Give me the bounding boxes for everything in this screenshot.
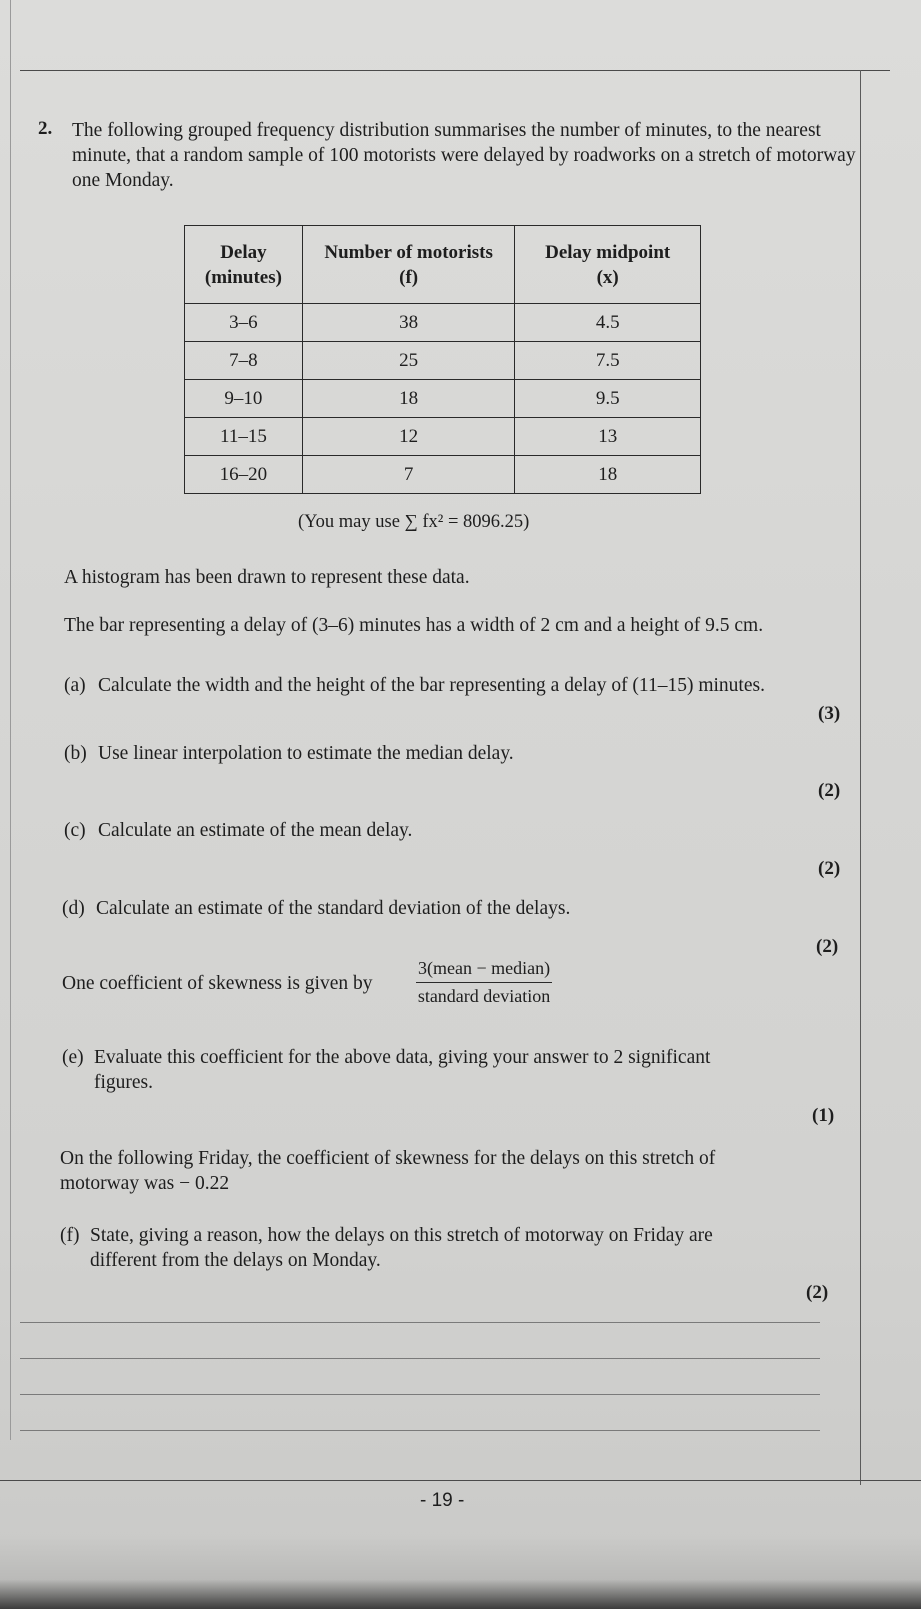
cell-delay: 16–20 [185,456,303,494]
part-e-marks: (1) [812,1105,835,1126]
cell-midpoint: 18 [515,456,701,494]
skewness-formula [416,958,552,1007]
cell-delay: 11–15 [185,418,303,456]
part-a-label: (a) [64,675,86,696]
part-c-label: (c) [64,820,86,841]
question-number: 2. [38,118,53,139]
part-d-text: Calculate an estimate of the standard deviation of the delays. [96,898,571,919]
page-frame-bottom [0,1480,921,1481]
cell-midpoint: 13 [515,418,701,456]
binding-shadow [0,1535,921,1609]
page-frame-top [20,70,890,71]
sum-hint: (You may use ∑ fx² = 8096.25) [298,512,530,532]
part-f-text-2: different from the delays on Monday. [90,1250,381,1271]
table-row [185,304,701,342]
formula-numerator: 3(mean − median) [416,958,552,983]
cell-delay: 3–6 [185,304,303,342]
table-row [185,380,701,418]
cell-midpoint: 9.5 [515,380,701,418]
histogram-statement: A histogram has been drawn to represent these data. [64,567,470,588]
answer-line [20,1430,820,1431]
friday-line-2: motorway was − 0.22 [60,1173,230,1194]
part-e-label: (e) [62,1047,84,1068]
part-f-marks: (2) [806,1282,829,1303]
part-d-label: (d) [62,898,85,919]
friday-line-1: On the following Friday, the coefficient of skewness for the delays on this stretch of [60,1148,716,1169]
part-f-text-1: State, giving a reason, how the delays on this stretch of motorway on Friday are [90,1225,713,1246]
page-number: - 19 - [420,1490,465,1511]
header-delay: Delay (minutes) [185,226,303,304]
question-intro: The following grouped frequency distribution summarises the number of minutes, to the nearest minute, that a random sample of 100 motorists were delayed by roadworks on a stretch of motorway one Monday. [72,120,856,191]
cell-frequency: 38 [302,304,515,342]
cell-frequency: 18 [302,380,515,418]
part-a-marks: (3) [818,703,841,724]
cell-frequency: 12 [302,418,515,456]
part-d-marks: (2) [816,936,839,957]
header-midpoint: Delay midpoint (x) [515,226,701,304]
cell-midpoint: 4.5 [515,304,701,342]
answer-line [20,1394,820,1395]
part-c-marks: (2) [818,858,841,879]
frequency-table [184,225,701,494]
part-f-label: (f) [60,1225,80,1246]
table-row [185,456,701,494]
cell-frequency: 25 [302,342,515,380]
answer-line [20,1322,820,1323]
table-row [185,342,701,380]
cell-delay: 7–8 [185,342,303,380]
part-b-label: (b) [64,743,87,764]
page-frame-right [860,70,861,1485]
part-b-text: Use linear interpolation to estimate the median delay. [98,743,514,764]
part-e-text-1: Evaluate this coefficient for the above data, giving your answer to 2 significant [94,1047,711,1068]
table-row [185,418,701,456]
cell-delay: 9–10 [185,380,303,418]
header-frequency: Number of motorists (f) [302,226,515,304]
table-header-row [185,226,701,304]
answer-line [20,1358,820,1359]
cell-midpoint: 7.5 [515,342,701,380]
part-e-text-2: figures. [94,1072,154,1093]
formula-denominator: standard deviation [417,986,551,1006]
skewness-lead: One coefficient of skewness is given by [62,973,373,994]
bar-statement: The bar representing a delay of (3–6) minutes has a width of 2 cm and a height of 9.5 cm. [64,615,764,636]
part-b-marks: (2) [818,780,841,801]
cell-frequency: 7 [302,456,515,494]
part-a-text: Calculate the width and the height of the bar representing a delay of (11–15) minutes. [98,675,765,696]
part-c-text: Calculate an estimate of the mean delay. [98,820,413,841]
page-frame-left [10,0,11,1440]
